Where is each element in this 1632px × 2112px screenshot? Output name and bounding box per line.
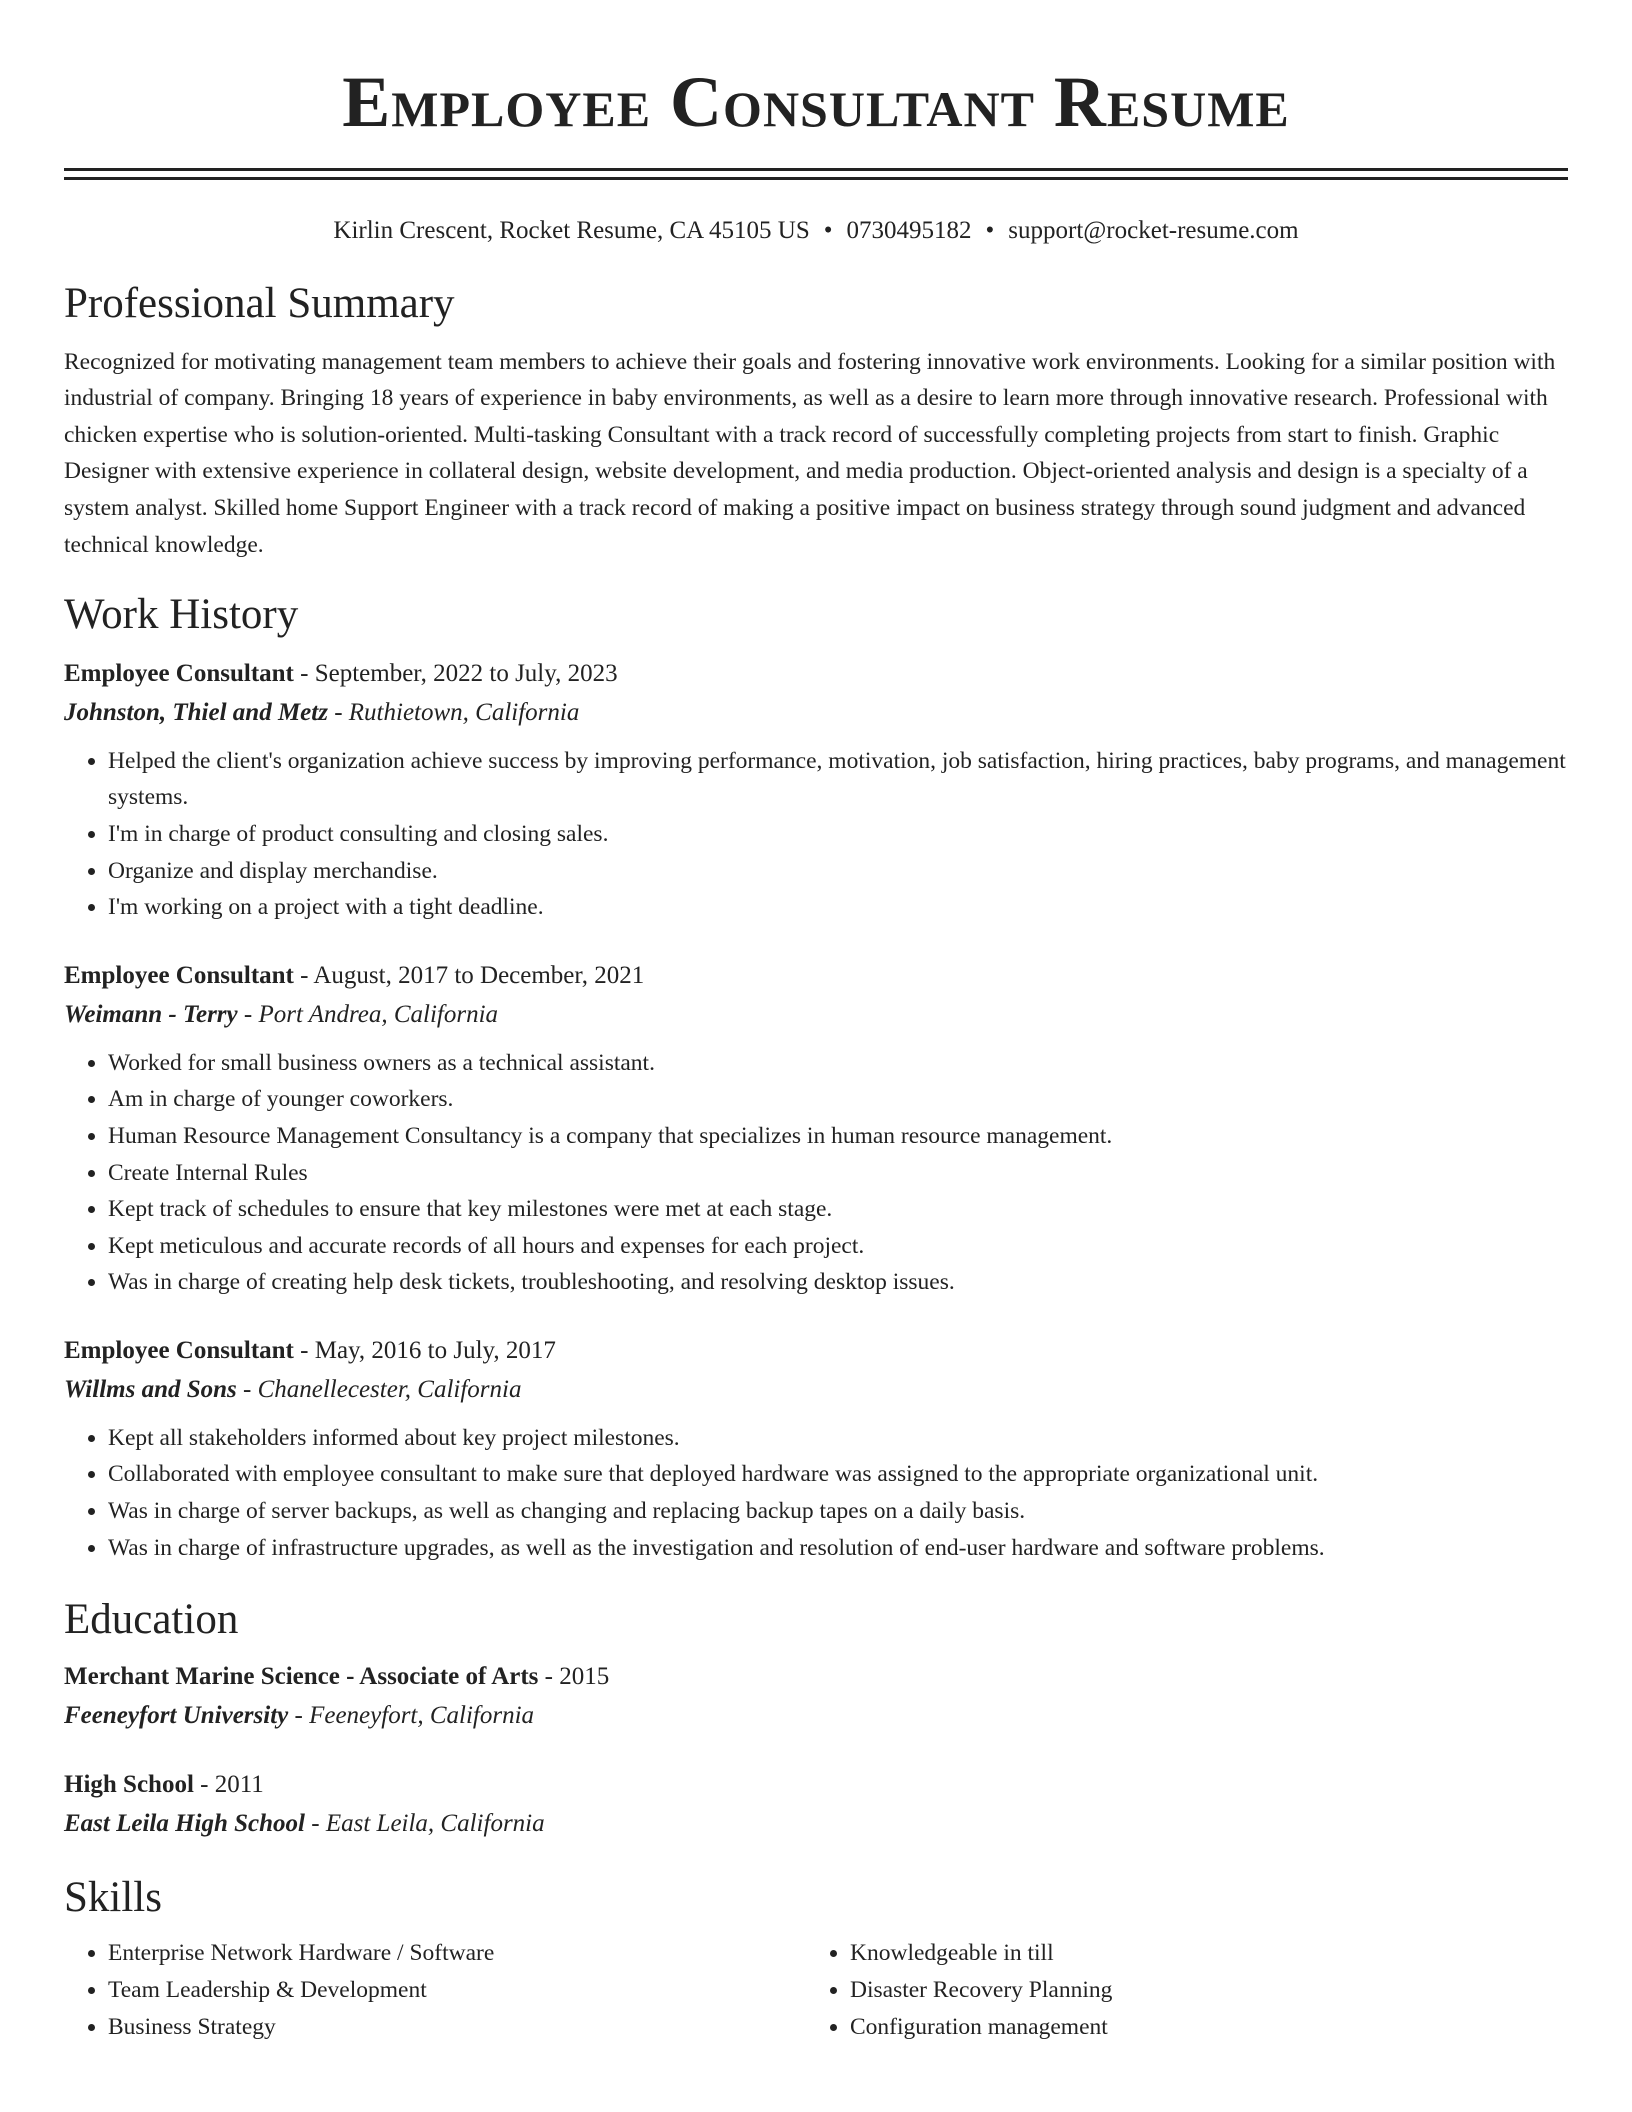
education-degree: Merchant Marine Science - Associate of Arts — [64, 1662, 539, 1690]
skill-item: • Knowledgeable in till — [850, 1935, 1568, 1972]
job-bullets — [64, 1420, 1568, 1566]
education-degree: High School — [64, 1770, 194, 1798]
list-item: • Was in charge of server backups, as well as changing and replacing backup tapes on a daily basis. — [108, 1493, 1568, 1530]
job-entry — [64, 957, 1568, 1301]
list-item: • Helped the client's organization achieve success by improving performance, motivation, job satisfaction, hiring practices, baby programs, and management systems. — [108, 743, 1568, 816]
job-bullets — [64, 743, 1568, 926]
education-year: - 2015 — [538, 1662, 610, 1690]
skill-item: • Team Leadership & Development — [108, 1972, 806, 2009]
section-heading-skills: Skills — [64, 1873, 162, 1921]
list-item: • Was in charge of infrastructure upgrades, as well as the investigation and resolution of end-user hardware and software problems. — [108, 1530, 1568, 1567]
job-dates: - May, 2016 to July, 2017 — [293, 1336, 556, 1364]
job-title: Employee Consultant — [64, 961, 294, 989]
education-school: East Leila High School — [64, 1809, 306, 1837]
job-role-line — [64, 655, 1568, 693]
job-company-line — [64, 693, 1568, 733]
title-double-rule — [64, 168, 1568, 180]
contact-phone: 0730495182 — [846, 217, 972, 244]
education-year: - 2011 — [193, 1770, 264, 1798]
job-company: Willms and Sons — [64, 1375, 237, 1403]
list-item: • Am in charge of younger coworkers. — [108, 1081, 1568, 1118]
contact-email: support@rocket-resume.com — [1008, 217, 1299, 244]
education-school-line — [64, 1696, 1568, 1736]
job-entry — [64, 655, 1568, 926]
list-item: • Kept meticulous and accurate records of all hours and expenses for each project. — [108, 1228, 1568, 1265]
list-item: • Human Resource Management Consultancy is a company that specializes in human resource management. — [108, 1118, 1568, 1155]
list-item: • Organize and display merchandise. — [108, 853, 1568, 890]
list-item: • I'm working on a project with a tight deadline. — [108, 889, 1568, 926]
job-company-line — [64, 995, 1568, 1035]
job-company-line — [64, 1370, 1568, 1410]
job-company: Weimann - Terry — [64, 1000, 238, 1028]
job-bullets — [64, 1045, 1568, 1301]
job-location: - Port Andrea, California — [237, 1000, 499, 1028]
skill-item: • Business Strategy — [108, 2009, 806, 2046]
job-company: Johnston, Thiel and Metz — [64, 698, 328, 726]
job-entry — [64, 1332, 1568, 1566]
education-location: - East Leila, California — [305, 1809, 545, 1837]
skill-item: • Disaster Recovery Planning — [850, 1972, 1568, 2009]
skill-item: • Configuration management — [850, 2009, 1568, 2046]
job-dates: - September, 2022 to July, 2023 — [293, 659, 618, 687]
list-item: • Create Internal Rules — [108, 1155, 1568, 1192]
list-item: • Was in charge of creating help desk tickets, troubleshooting, and resolving desktop issues. — [108, 1264, 1568, 1301]
job-location: - Chanellecester, California — [236, 1375, 522, 1403]
education-degree-line — [64, 1766, 1568, 1804]
job-role-line — [64, 957, 1568, 995]
job-title: Employee Consultant — [64, 1336, 294, 1364]
skills-list-left — [64, 1935, 806, 2045]
job-location: - Ruthietown, California — [327, 698, 580, 726]
summary-text: Recognized for motivating management team members to achieve their goals and fostering innovative work environments. Looking for a similar position with industrial of company. Bringing 18 years of experience in baby environments, as well as a desire to learn more through innovative research. Professional with chicken expertise who is solution-oriented. Multi-tasking Consultant with a track record of successfully completing projects from start to finish. Graphic Designer with extensive experience in collateral design, website development, and media production. Object-oriented analysis and design is a specialty of a system analyst. Skilled home Support Engineer with a track record of making a positive impact on business strategy through sound judgment and advanced technical knowledge. — [64, 348, 1556, 558]
job-title: Employee Consultant — [64, 659, 294, 687]
education-location: - Feeneyfort, California — [288, 1701, 535, 1729]
list-item: • Kept all stakeholders informed about key project milestones. — [108, 1420, 1568, 1457]
education-degree-line — [64, 1658, 1568, 1696]
skills-columns — [64, 1935, 1568, 2045]
skill-item: • Enterprise Network Hardware / Software — [108, 1935, 806, 1972]
job-dates: - August, 2017 to December, 2021 — [293, 961, 645, 989]
resume-title: Employee Consultant Resume — [342, 62, 1290, 142]
section-heading-education: Education — [64, 1596, 239, 1644]
contact-line — [64, 216, 1568, 246]
skills-list-right — [806, 1935, 1568, 2045]
list-item: • Worked for small business owners as a technical assistant. — [108, 1045, 1568, 1082]
education-entry — [64, 1658, 1568, 1736]
section-heading-summary: Professional Summary — [64, 280, 455, 327]
contact-separator: • — [823, 217, 833, 244]
education-entry — [64, 1766, 1568, 1844]
contact-separator: • — [985, 217, 995, 244]
list-item: • I'm in charge of product consulting and closing sales. — [108, 816, 1568, 853]
list-item: • Kept track of schedules to ensure that key milestones were met at each stage. — [108, 1191, 1568, 1228]
contact-address: Kirlin Crescent, Rocket Resume, CA 45105 US — [333, 217, 810, 244]
education-school-line — [64, 1804, 1568, 1844]
section-heading-work-history: Work History — [64, 591, 299, 639]
job-role-line — [64, 1332, 1568, 1370]
list-item: • Collaborated with employee consultant to make sure that deployed hardware was assigned to the appropriate organizational unit. — [108, 1456, 1568, 1493]
education-school: Feeneyfort University — [64, 1701, 289, 1729]
